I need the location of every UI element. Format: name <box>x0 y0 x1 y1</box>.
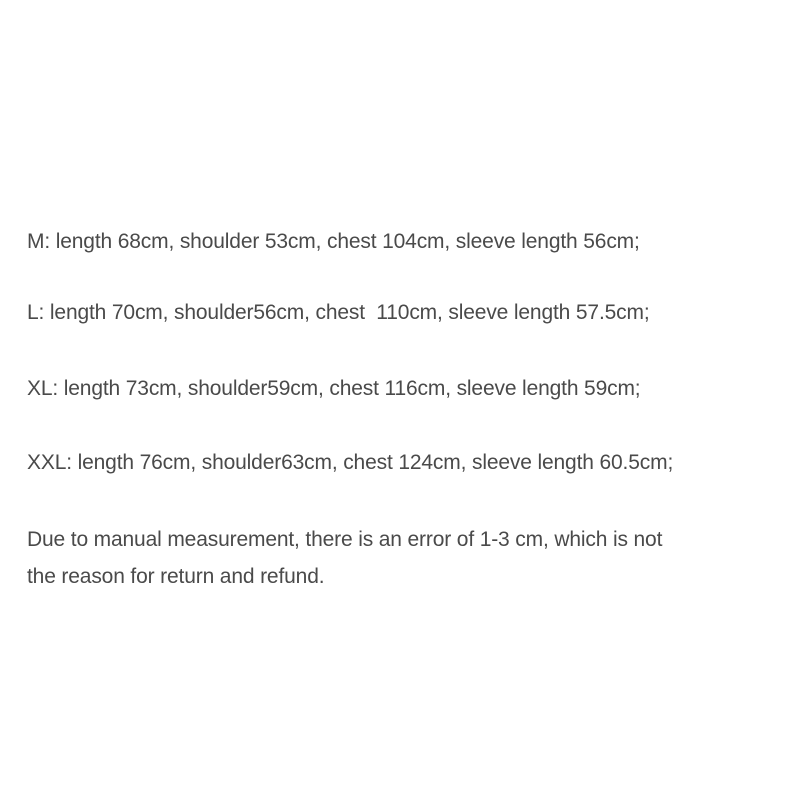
measurement-note-line-1: Due to manual measurement, there is an error of 1-3 cm, which is not <box>27 528 663 551</box>
measurement-note-line-2: the reason for return and refund. <box>27 565 325 588</box>
size-xl-measurements: XL: length 73cm, shoulder59cm, chest 116cm, sleeve length 59cm; <box>27 377 641 400</box>
measurement-error-note <box>27 521 777 595</box>
size-m-measurements: M: length 68cm, shoulder 53cm, chest 104cm, sleeve length 56cm; <box>27 230 640 253</box>
size-xxl-measurements: XXL: length 76cm, shoulder63cm, chest 124cm, sleeve length 60.5cm; <box>27 451 674 474</box>
size-l-measurements: L: length 70cm, shoulder56cm, chest 110cm, sleeve length 57.5cm; <box>27 301 650 324</box>
